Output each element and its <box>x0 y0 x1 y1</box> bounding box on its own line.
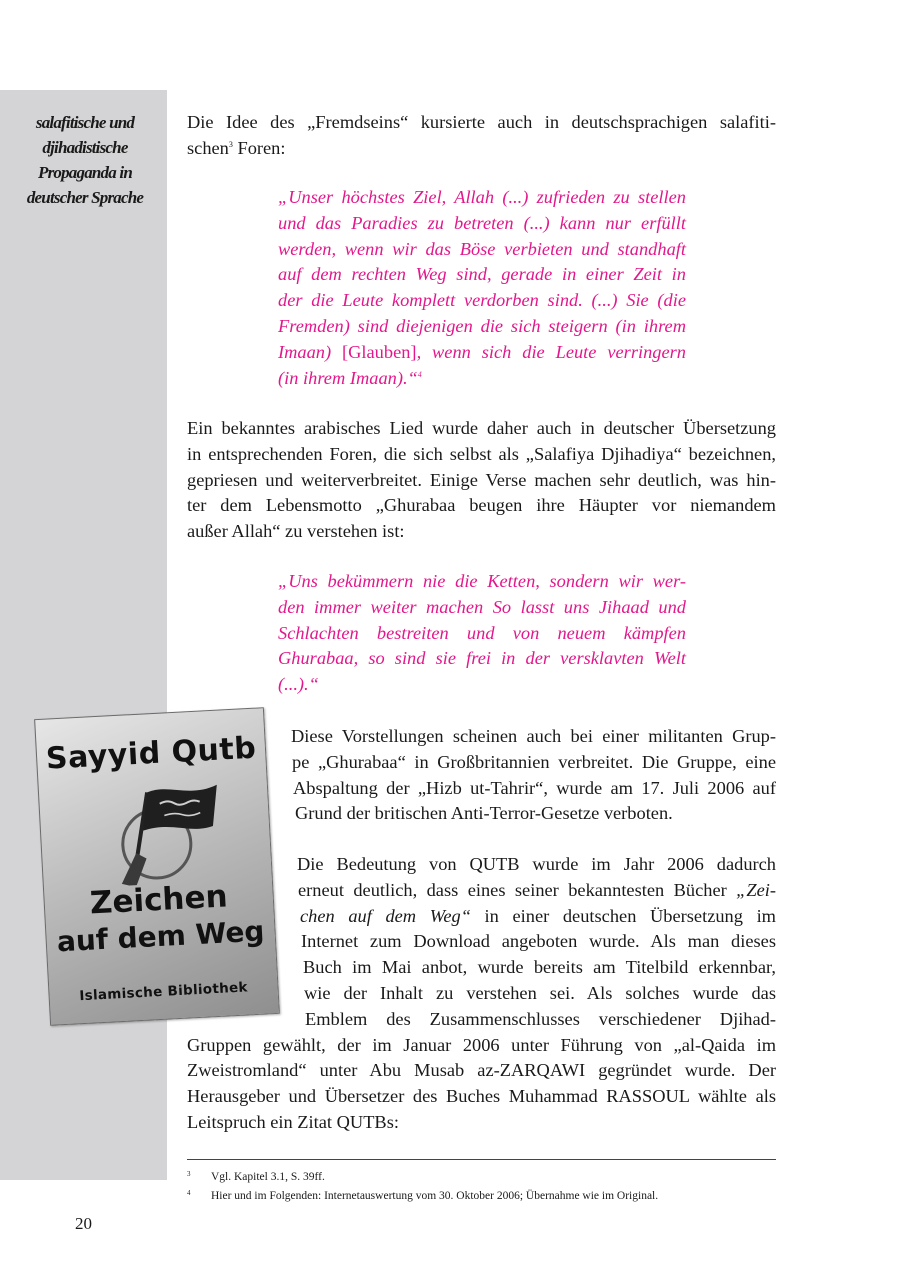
text-line: Die Bedeutung von QUTB wurde im Jahr 2006 dadurch <box>297 854 776 874</box>
text-line: erneut deutlich, dass eines seiner bekanntesten Bücher „Zei- <box>298 879 776 900</box>
text-line: Ein bekanntes arabisches Lied wurde daher auch in deutscher Übersetzung <box>187 418 776 438</box>
margin-heading-line: Propaganda in <box>38 163 132 182</box>
text-line: chen auf dem Weg“ in einer deutschen Übersetzung im <box>300 905 776 926</box>
quote-line: der die Leute komplett verdorben sind. (...) Sie (die <box>278 290 686 311</box>
text-line: in entsprechenden Foren, die sich selbst als „Salafiya Djihadiya“ bezeichnen, <box>187 443 776 464</box>
quote-forum <box>278 185 686 391</box>
paragraph-fremdsein <box>187 110 776 162</box>
quote-line: Ghurabaa, so sind sie frei in der versklavten Welt <box>278 648 686 669</box>
cover-publisher: Islamische Bibliothek <box>78 979 249 1005</box>
text-line: Herausgeber und Übersetzer des Buches Muhammad RASSOUL wählte als <box>187 1086 776 1107</box>
cover-title-line: auf dem Weg <box>56 914 266 959</box>
quote-song <box>278 569 686 698</box>
paragraph-qutb <box>0 852 900 1136</box>
text-line: Leitspruch ein Zitat QUTBs: <box>187 1111 399 1132</box>
cover-author: Sayyid Qutb <box>45 730 258 777</box>
quote-line: Fremden) sind diejenigen die sich steigern (in ihrem <box>278 315 686 336</box>
text-line: Emblem des Zusammenschlusses verschiedener Djihad- <box>305 1008 776 1029</box>
quote-line: (...).“ <box>278 674 319 695</box>
text-line: Internet zum Download angeboten wurde. Als man dieses <box>301 931 776 952</box>
text-line: Diese Vorstellungen scheinen auch bei einer militanten Grup- <box>291 726 776 746</box>
margin-heading-line: djihadistische <box>42 138 128 157</box>
quote-line: (in ihrem Imaan).“$^4$ <box>278 367 422 388</box>
text-line: Buch im Mai anbot, wurde bereits am Titelbild erkennbar, <box>303 957 776 978</box>
text-line: schen$^3$ Foren: <box>187 137 286 158</box>
footnote-3: 3 Vgl. Kapitel 3.1, S. 39ff. <box>187 1170 325 1183</box>
page-number: 20 <box>75 1214 92 1233</box>
paragraph-ghurabaa <box>0 724 900 827</box>
text-line: außer Allah“ zu verstehen ist: <box>187 521 405 542</box>
quote-line: werden, wenn wir das Böse verbieten und standhaft <box>278 238 686 259</box>
text-line: Grund der britischen Anti-Terror-Gesetze verboten. <box>295 803 673 824</box>
cover-title-line: Zeichen <box>89 878 229 922</box>
quote-line: Imaan) [Glauben], wenn sich die Leute verringern <box>278 341 686 362</box>
quote-line: „Uns bekümmern nie die Ketten, sondern wir wer- <box>278 571 686 591</box>
quote-line: „Unser höchstes Ziel, Allah (...) zufrieden zu stellen <box>278 187 686 207</box>
text-line: Zweistromland“ unter Abu Musab az-ZARQAWI gegründet wurde. Der <box>187 1060 776 1081</box>
text-line: ter dem Lebensmotto „Ghurabaa beugen ihre Häupter vor niemandem <box>187 495 776 516</box>
paragraph-lied <box>187 416 776 545</box>
text-line: Abspaltung der „Hizb ut-Tahrir“, wurde am 17. Juli 2006 auf <box>293 777 776 798</box>
text-line: Gruppen gewählt, der im Januar 2006 unter Führung von „al-Qaida im <box>187 1034 776 1055</box>
quote-line: und das Paradies zu betreten (...) kann nur erfüllt <box>278 212 686 233</box>
quote-line: Schlachten bestreiten und von neuem kämpfen <box>278 622 686 643</box>
footnote-ref-3[interactable]: 3 <box>228 139 233 149</box>
text-line: Die Idee des „Fremdseins“ kursierte auch in deutschsprachigen salafiti- <box>187 112 776 132</box>
footnote-4: 4 Hier und im Folgenden: Internetauswertung vom 30. Oktober 2006; Übernahme wie im Original. <box>187 1189 659 1202</box>
footnote-divider <box>187 1159 776 1160</box>
quote-line: den immer weiter machen So lasst uns Jihaad und <box>278 596 686 617</box>
footnote-ref-4[interactable]: 4 <box>417 369 422 379</box>
margin-heading <box>6 110 164 210</box>
margin-heading-line: deutscher Sprache <box>26 188 144 207</box>
text-line: gepriesen und weiterverbreitet. Einige Verse machen sehr deutlich, was hin- <box>187 469 776 490</box>
margin-heading-line: salafitische und <box>35 113 135 132</box>
text-line: wie der Inhalt zu verstehen sei. Als solches wurde das <box>304 982 776 1003</box>
quote-line: auf dem rechten Weg sind, gerade in einer Zeit in <box>278 264 686 285</box>
text-line: pe „Ghurabaa“ in Großbritannien verbreitet. Die Gruppe, eine <box>292 751 776 772</box>
